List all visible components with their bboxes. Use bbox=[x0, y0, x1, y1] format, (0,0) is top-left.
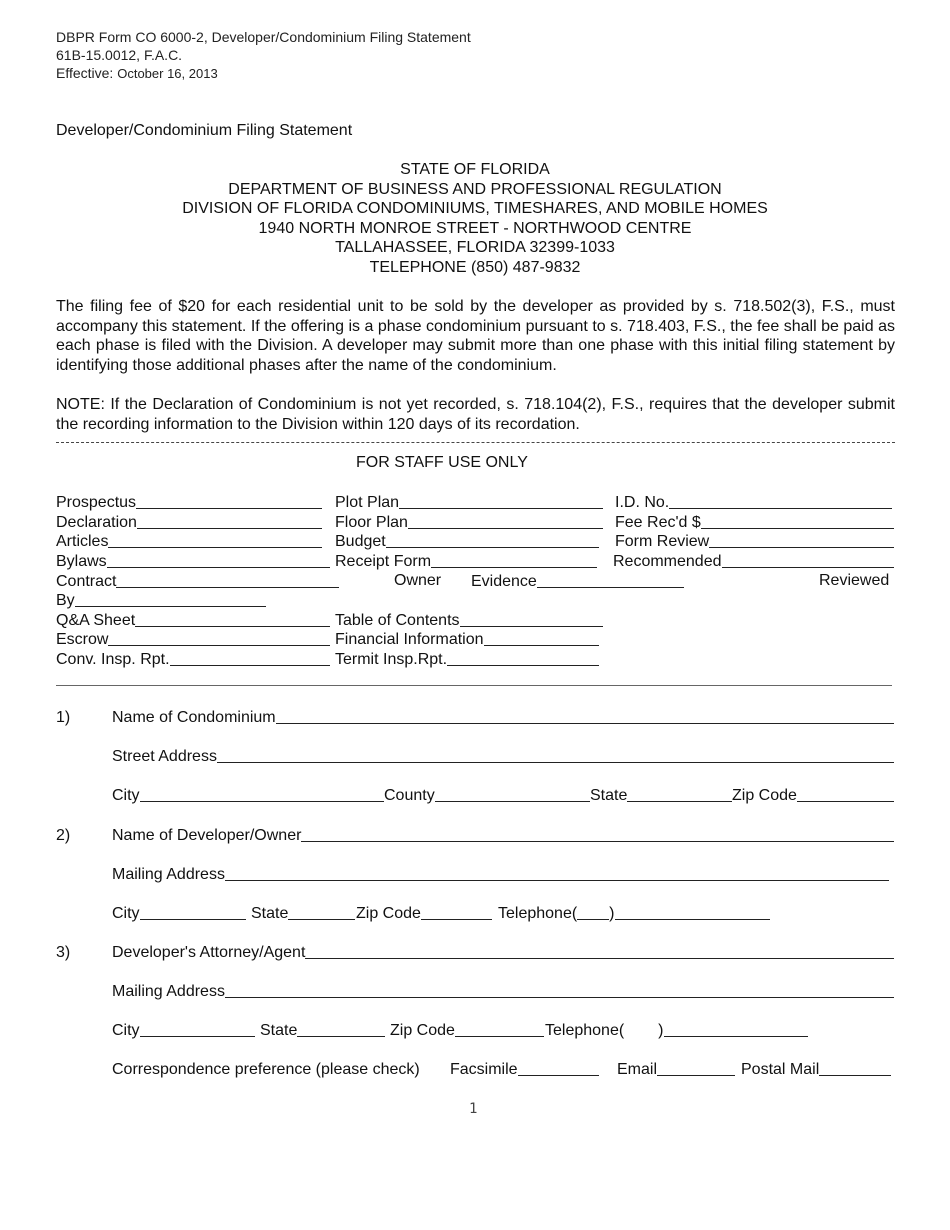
blank-line[interactable] bbox=[615, 919, 771, 920]
city-field[interactable] bbox=[112, 786, 384, 805]
staff-field[interactable] bbox=[335, 611, 603, 630]
section-number: 3) bbox=[56, 944, 71, 961]
area-code-blank[interactable] bbox=[577, 919, 609, 920]
label: Conv. Insp. Rpt. bbox=[56, 651, 170, 668]
label: Owner bbox=[394, 572, 442, 589]
label: Escrow bbox=[56, 631, 109, 648]
blank-line[interactable] bbox=[288, 919, 355, 920]
label: Mailing Address bbox=[112, 866, 225, 883]
staff-field[interactable] bbox=[615, 493, 892, 512]
label: State bbox=[251, 905, 289, 922]
label: Contract bbox=[56, 573, 117, 590]
staff-field[interactable] bbox=[56, 572, 339, 591]
postal-mail-checkbox[interactable] bbox=[741, 1060, 891, 1079]
staff-field[interactable] bbox=[335, 650, 599, 669]
developer-name-field[interactable] bbox=[112, 826, 894, 845]
staff-field[interactable] bbox=[335, 513, 603, 532]
attorney-city-field[interactable] bbox=[112, 1021, 255, 1040]
label: Articles bbox=[56, 533, 109, 550]
blank-line[interactable] bbox=[107, 567, 330, 568]
staff-field[interactable] bbox=[56, 552, 330, 571]
correspondence-label: Correspondence preference (please check) bbox=[112, 1061, 420, 1078]
blank-line[interactable] bbox=[140, 801, 384, 802]
label: Financial Information bbox=[335, 631, 484, 648]
effective-date bbox=[56, 65, 218, 82]
staff-field[interactable] bbox=[613, 552, 894, 571]
staff-title: FOR STAFF USE ONLY bbox=[356, 454, 528, 471]
blank-line[interactable] bbox=[537, 587, 684, 588]
label: Postal Mail bbox=[741, 1061, 820, 1078]
blank-line[interactable] bbox=[108, 547, 322, 548]
attorney-mailing-field[interactable] bbox=[112, 982, 894, 1001]
divider bbox=[56, 442, 895, 443]
blank-line[interactable] bbox=[170, 665, 330, 666]
agency-line: TELEPHONE (850) 487-9832 bbox=[369, 258, 581, 276]
label: Reviewed bbox=[819, 572, 890, 589]
blank-line[interactable] bbox=[460, 626, 603, 627]
label: Declaration bbox=[56, 514, 137, 531]
label: Q&A Sheet bbox=[56, 612, 136, 629]
staff-field[interactable] bbox=[615, 513, 894, 532]
blank-line[interactable] bbox=[225, 997, 894, 998]
label: City bbox=[112, 1022, 140, 1039]
staff-field[interactable] bbox=[335, 630, 599, 649]
developer-telephone-field[interactable] bbox=[498, 904, 770, 923]
effective-value: October 16, 2013 bbox=[117, 66, 218, 81]
label: Table of Contents bbox=[335, 612, 460, 629]
label: Bylaws bbox=[56, 553, 107, 570]
agency-line: STATE OF FLORIDA bbox=[400, 161, 550, 178]
label: Recommended bbox=[613, 553, 722, 570]
label: Budget bbox=[335, 533, 386, 550]
attorney-field[interactable] bbox=[112, 943, 894, 962]
blank-line[interactable] bbox=[421, 919, 492, 920]
label: City bbox=[112, 787, 140, 804]
divider bbox=[56, 685, 892, 686]
attorney-zip-field[interactable] bbox=[390, 1021, 544, 1040]
staff-field[interactable] bbox=[335, 493, 603, 512]
label: Telephone( bbox=[498, 905, 578, 922]
label: State bbox=[590, 787, 628, 804]
state-field[interactable] bbox=[590, 786, 732, 805]
blank-line[interactable] bbox=[657, 1075, 735, 1076]
staff-field[interactable] bbox=[56, 513, 322, 532]
staff-field[interactable] bbox=[56, 630, 330, 649]
condominium-name-field[interactable] bbox=[112, 708, 894, 727]
label: ) bbox=[658, 1022, 664, 1039]
label: Termit Insp.Rpt. bbox=[335, 651, 448, 668]
blank-line[interactable] bbox=[399, 508, 603, 509]
blank-line[interactable] bbox=[140, 1036, 255, 1037]
blank-line[interactable] bbox=[225, 880, 889, 881]
agency-line: DIVISION OF FLORIDA CONDOMINIUMS, TIMESHARES, AND MOBILE HOMES bbox=[182, 200, 768, 218]
blank-line[interactable] bbox=[135, 626, 330, 627]
blank-line[interactable] bbox=[447, 665, 599, 666]
label: Mailing Address bbox=[112, 983, 225, 1000]
blank-line[interactable] bbox=[276, 723, 894, 724]
developer-state-field[interactable] bbox=[251, 904, 355, 923]
note-paragraph: NOTE: If the Declaration of Condominium is not yet recorded, s. 718.104(2), F.S., requires that the developer submit the recording information to the Division within 120 days of its recordation. bbox=[56, 396, 895, 433]
staff-field[interactable] bbox=[335, 532, 599, 551]
label: Developer's Attorney/Agent bbox=[112, 944, 306, 961]
street-address-field[interactable] bbox=[112, 747, 894, 766]
label: Fee Rec'd $ bbox=[615, 514, 701, 531]
developer-mailing-field[interactable] bbox=[112, 865, 889, 884]
blank-line[interactable] bbox=[116, 587, 339, 588]
label: Prospectus bbox=[56, 494, 137, 511]
label: Form Review bbox=[615, 533, 710, 550]
blank-line[interactable] bbox=[669, 508, 892, 509]
blank-line[interactable] bbox=[108, 645, 330, 646]
staff-field[interactable] bbox=[56, 650, 330, 669]
agency-line: 1940 NORTH MONROE STREET - NORTHWOOD CENTRE bbox=[258, 219, 692, 237]
blank-line[interactable] bbox=[484, 645, 599, 646]
blank-line[interactable] bbox=[709, 547, 894, 548]
blank-line[interactable] bbox=[75, 606, 266, 607]
blank-line[interactable] bbox=[297, 1036, 385, 1037]
attorney-state-field[interactable] bbox=[260, 1021, 385, 1040]
section-number: 1) bbox=[56, 709, 71, 726]
blank-line[interactable] bbox=[722, 567, 895, 568]
blank-line[interactable] bbox=[435, 801, 590, 802]
page-number: 1 bbox=[469, 1101, 478, 1117]
blank-line[interactable] bbox=[305, 958, 894, 959]
attorney-telephone-field[interactable] bbox=[545, 1021, 808, 1040]
label: Evidence bbox=[471, 573, 537, 590]
blank-line[interactable] bbox=[137, 528, 322, 529]
label: ) bbox=[609, 905, 615, 922]
label: By bbox=[56, 592, 75, 609]
label: Floor Plan bbox=[335, 514, 408, 531]
staff-field[interactable] bbox=[56, 493, 322, 512]
blank-line[interactable] bbox=[797, 801, 894, 802]
staff-field[interactable] bbox=[471, 572, 684, 591]
label: Telephone( bbox=[545, 1022, 625, 1039]
label: Street Address bbox=[112, 748, 217, 765]
blank-line[interactable] bbox=[136, 508, 322, 509]
blank-line[interactable] bbox=[627, 801, 732, 802]
developer-city-field[interactable] bbox=[112, 904, 246, 923]
section-number: 2) bbox=[56, 827, 71, 844]
label: State bbox=[260, 1022, 298, 1039]
blank-line[interactable] bbox=[664, 1036, 809, 1037]
label: Receipt Form bbox=[335, 553, 432, 570]
blank-line[interactable] bbox=[386, 547, 599, 548]
blank-line[interactable] bbox=[217, 762, 894, 763]
staff-field[interactable] bbox=[335, 552, 597, 571]
zip-field[interactable] bbox=[732, 786, 894, 805]
blank-line[interactable] bbox=[819, 1075, 891, 1076]
facsimile-checkbox[interactable] bbox=[450, 1060, 599, 1079]
agency-line: TALLAHASSEE, FLORIDA 32399-1033 bbox=[335, 239, 615, 257]
label: Zip Code bbox=[732, 787, 797, 804]
rule-citation: 61B-15.0012, F.A.C. bbox=[56, 47, 183, 63]
email-checkbox[interactable] bbox=[617, 1060, 735, 1079]
label: Zip Code bbox=[356, 905, 421, 922]
form-id: DBPR Form CO 6000-2, Developer/Condominium Filing Statement bbox=[56, 29, 471, 45]
staff-field[interactable] bbox=[615, 532, 894, 551]
label: Plot Plan bbox=[335, 494, 400, 511]
label: I.D. No. bbox=[615, 494, 670, 511]
label: Name of Condominium bbox=[112, 709, 276, 726]
label: Name of Developer/Owner bbox=[112, 827, 302, 844]
label: Email bbox=[617, 1061, 658, 1078]
label: Facsimile bbox=[450, 1061, 518, 1078]
blank-line[interactable] bbox=[455, 1036, 544, 1037]
label: City bbox=[112, 905, 140, 922]
staff-field[interactable] bbox=[56, 591, 266, 610]
developer-zip-field[interactable] bbox=[356, 904, 492, 923]
label: County bbox=[384, 787, 435, 804]
blank-line[interactable] bbox=[408, 528, 603, 529]
agency-block bbox=[0, 160, 950, 278]
blank-line[interactable] bbox=[431, 567, 597, 568]
document-title: Developer/Condominium Filing Statement bbox=[56, 122, 353, 139]
blank-line[interactable] bbox=[140, 919, 246, 920]
blank-line[interactable] bbox=[701, 528, 894, 529]
effective-label: Effective: bbox=[56, 65, 114, 81]
label: Zip Code bbox=[390, 1022, 455, 1039]
blank-line[interactable] bbox=[301, 841, 894, 842]
staff-field[interactable] bbox=[56, 611, 330, 630]
blank-line[interactable] bbox=[518, 1075, 599, 1076]
staff-field[interactable] bbox=[56, 532, 322, 551]
fee-paragraph: The filing fee of $20 for each residential unit to be sold by the developer as provided by s. 718.502(3), F.S., must accompany this statement. If the offering is a phase condominium pursuant to s. 718.403, F.S., the fee shall be paid as each phase is filed with the Division. A developer may submit more than one phase with this initial filing statement by identifying those additional phases after the name of the condominium. bbox=[56, 298, 895, 374]
agency-line: DEPARTMENT OF BUSINESS AND PROFESSIONAL REGULATION bbox=[228, 180, 722, 198]
county-field[interactable] bbox=[384, 786, 590, 805]
